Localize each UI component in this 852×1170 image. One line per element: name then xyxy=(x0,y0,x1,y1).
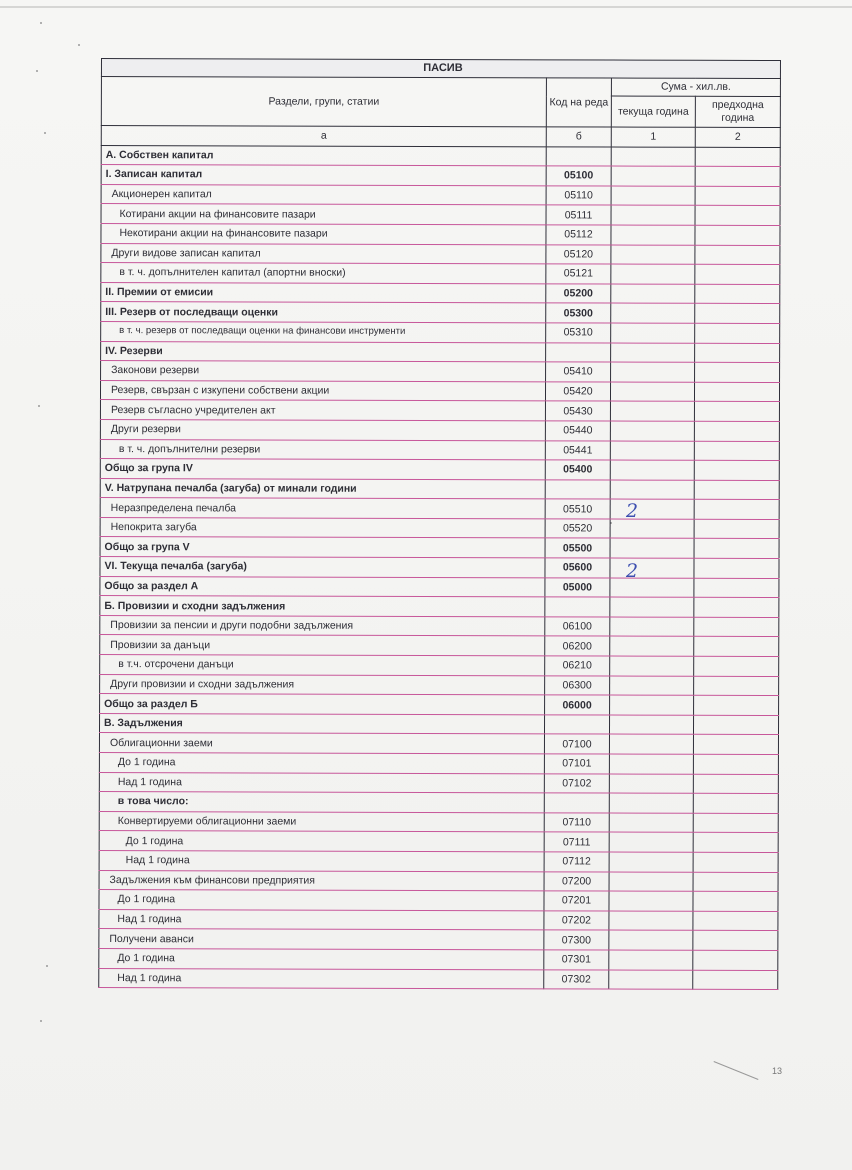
previous-year-cell xyxy=(695,323,780,343)
previous-year-cell xyxy=(694,500,779,520)
col-sum-header: Сума - хил.лв. xyxy=(611,78,780,97)
current-year-cell xyxy=(609,793,693,813)
previous-year-cell xyxy=(694,637,779,657)
row-code: 07301 xyxy=(544,950,609,970)
current-year-cell xyxy=(611,264,695,284)
row-code: 05112 xyxy=(546,225,611,245)
row-code: 07202 xyxy=(544,911,609,931)
table-row xyxy=(100,557,779,579)
previous-year-cell xyxy=(693,970,778,990)
table-row xyxy=(101,223,780,245)
row-label: Законови резерви xyxy=(101,361,546,382)
current-year-cell xyxy=(611,323,695,343)
previous-year-cell xyxy=(693,931,778,951)
table-row xyxy=(100,498,779,520)
table-row xyxy=(100,459,779,481)
row-code xyxy=(545,480,610,500)
row-label: Общо за група V xyxy=(100,537,545,558)
previous-year-cell xyxy=(693,793,778,813)
row-label: До 1 година xyxy=(99,752,544,773)
row-code xyxy=(544,715,609,735)
previous-year-cell xyxy=(693,852,778,872)
table-row xyxy=(101,321,780,343)
current-year-cell xyxy=(610,382,694,402)
previous-year-cell xyxy=(693,872,778,892)
previous-year-cell xyxy=(693,715,778,735)
table-row xyxy=(101,361,780,383)
row-code: 06300 xyxy=(545,675,610,695)
row-code: 07100 xyxy=(544,734,609,754)
row-code: 05110 xyxy=(546,186,611,206)
table-row xyxy=(99,811,778,833)
index-row xyxy=(101,126,780,148)
current-year-cell xyxy=(610,460,694,480)
previous-year-cell xyxy=(694,598,779,618)
current-year-cell xyxy=(610,695,694,715)
current-year-cell xyxy=(611,284,695,304)
row-code xyxy=(546,146,611,166)
row-label: В. Задължения xyxy=(99,713,544,734)
row-code: 05000 xyxy=(545,577,610,597)
row-label: II. Премии от емисии xyxy=(101,282,546,303)
previous-year-cell xyxy=(695,284,780,304)
row-label: Б. Провизии и сходни задължения xyxy=(100,596,545,617)
table-row xyxy=(100,517,779,539)
col-code-header: Код на реда xyxy=(546,78,611,127)
row-label: VI. Текуща печалба (загуба) xyxy=(100,557,545,578)
current-year-cell xyxy=(610,578,694,598)
row-code: 07302 xyxy=(544,969,609,989)
row-label: А. Собствен капитал xyxy=(101,145,546,166)
table-row xyxy=(99,850,778,872)
row-label: Конвертируеми облигационни заеми xyxy=(99,811,544,832)
table-row xyxy=(99,890,778,912)
row-label: Над 1 година xyxy=(99,850,544,871)
row-code: 05510 xyxy=(545,499,610,519)
row-label: Над 1 година xyxy=(99,909,544,930)
previous-year-cell xyxy=(695,186,780,206)
row-code: 06210 xyxy=(545,656,610,676)
previous-year-cell xyxy=(694,617,779,637)
table-row xyxy=(100,439,779,461)
current-year-cell xyxy=(610,421,694,441)
previous-year-cell xyxy=(693,950,778,970)
previous-year-cell xyxy=(693,891,778,911)
handwritten-undistributed-profit: 2 xyxy=(626,500,639,522)
table-row xyxy=(99,870,778,892)
row-code: 07200 xyxy=(544,871,609,891)
current-year-cell xyxy=(611,362,695,382)
current-year-cell xyxy=(610,597,694,617)
row-label: Общо за група IV xyxy=(100,459,545,480)
row-label: Котирани акции на финансовите пазари xyxy=(101,204,546,225)
current-year-cell xyxy=(609,891,693,911)
row-code: 07112 xyxy=(544,852,609,872)
current-year-cell xyxy=(611,303,695,323)
table-row xyxy=(101,204,780,226)
previous-year-cell xyxy=(694,519,779,539)
current-year-cell xyxy=(611,343,695,363)
table-row xyxy=(101,263,780,285)
row-label: Непокрита загуба xyxy=(100,517,545,538)
row-code: 05430 xyxy=(545,401,610,421)
row-code: 05121 xyxy=(546,264,611,284)
table-row xyxy=(100,478,779,500)
table-row xyxy=(100,596,779,618)
row-code: 07201 xyxy=(544,891,609,911)
current-year-cell xyxy=(609,813,693,833)
row-code xyxy=(546,342,611,362)
row-label: IV. Резерви xyxy=(101,341,546,362)
current-year-cell xyxy=(609,930,693,950)
row-label: Други резерви xyxy=(100,419,545,440)
previous-year-cell xyxy=(695,362,780,382)
row-code: 07111 xyxy=(544,832,609,852)
table-row xyxy=(100,380,779,402)
previous-year-cell xyxy=(693,813,778,833)
previous-year-cell xyxy=(693,833,778,853)
table-row xyxy=(100,635,779,657)
current-year-cell xyxy=(609,715,693,735)
previous-year-cell xyxy=(694,441,779,461)
row-code: 05100 xyxy=(546,166,611,186)
previous-year-cell xyxy=(694,695,779,715)
row-label: Резерв, свързан с изкупени собствени акции xyxy=(100,380,545,401)
table-row xyxy=(101,165,780,187)
current-year-cell xyxy=(610,480,694,500)
scan-edge-line xyxy=(0,6,852,8)
index-2: 2 xyxy=(695,127,780,147)
previous-year-cell xyxy=(695,304,780,324)
row-label: Общо за раздел А xyxy=(100,576,545,597)
row-label: Облигационни заеми xyxy=(99,733,544,754)
row-label: Над 1 година xyxy=(99,772,544,793)
previous-year-cell xyxy=(694,402,779,422)
table-row xyxy=(100,419,779,441)
row-code: 06000 xyxy=(545,695,610,715)
previous-year-cell xyxy=(694,480,779,500)
current-year-cell xyxy=(610,538,694,558)
col-current-header: текуща година xyxy=(611,96,695,127)
row-code: 06200 xyxy=(545,636,610,656)
table-row xyxy=(100,655,779,677)
row-label: Общо за раздел Б xyxy=(100,694,545,715)
table-row xyxy=(99,948,778,970)
row-code: 05441 xyxy=(545,440,610,460)
current-year-cell xyxy=(610,519,694,539)
table-row xyxy=(99,929,778,951)
row-code: 05600 xyxy=(545,558,610,578)
table-row xyxy=(99,909,778,931)
previous-year-cell xyxy=(695,166,780,186)
row-code: 05400 xyxy=(545,460,610,480)
row-code: 05500 xyxy=(545,538,610,558)
current-year-cell xyxy=(609,852,693,872)
current-year-cell xyxy=(610,617,694,637)
previous-year-cell xyxy=(694,460,779,480)
table-row xyxy=(101,243,780,265)
row-code: 05200 xyxy=(546,284,611,304)
table-row xyxy=(99,831,778,853)
previous-year-cell xyxy=(695,206,780,226)
previous-year-cell xyxy=(693,735,778,755)
row-label: Резерв съгласно учредителен акт xyxy=(100,400,545,421)
row-label: Некотирани акции на финансовите пазари xyxy=(101,223,546,244)
current-year-cell xyxy=(609,950,693,970)
current-year-cell xyxy=(610,499,694,519)
previous-year-cell xyxy=(694,656,779,676)
row-code: 07110 xyxy=(544,813,609,833)
current-year-cell xyxy=(609,872,693,892)
previous-year-cell xyxy=(693,911,778,931)
table-row xyxy=(99,713,778,735)
table-row xyxy=(100,537,779,559)
row-code: 07102 xyxy=(544,773,609,793)
row-label: III. Резерв от последващи оценки xyxy=(101,302,546,323)
table-row xyxy=(100,615,779,637)
row-label: I. Записан капитал xyxy=(101,165,546,186)
row-code: 07300 xyxy=(544,930,609,950)
col-previous-header: предходна година xyxy=(695,96,780,127)
previous-year-cell xyxy=(695,245,780,265)
row-code: 07101 xyxy=(544,754,609,774)
table-row xyxy=(99,792,778,814)
previous-year-cell xyxy=(694,382,779,402)
row-label: Други провизии и сходни задължения xyxy=(100,674,545,695)
current-year-cell xyxy=(611,205,695,225)
row-code: 05310 xyxy=(546,323,611,343)
table-row xyxy=(99,772,778,794)
current-year-cell xyxy=(610,558,694,578)
row-label: Неразпределена печалба xyxy=(100,498,545,519)
liabilities-table xyxy=(98,58,781,990)
previous-year-cell xyxy=(693,754,778,774)
previous-year-cell xyxy=(695,225,780,245)
current-year-cell xyxy=(610,656,694,676)
index-a: а xyxy=(101,126,546,147)
current-year-cell xyxy=(609,911,693,931)
previous-year-cell xyxy=(694,676,779,696)
page-number: 13 xyxy=(772,1066,783,1076)
row-label: Получени аванси xyxy=(99,929,544,950)
table-title-row xyxy=(101,59,780,79)
header-row xyxy=(101,77,780,97)
row-code: 05520 xyxy=(545,519,610,539)
previous-year-cell xyxy=(695,264,780,284)
row-label: в т. ч. резерв от последващи оценки на финансови инструменти xyxy=(101,321,546,342)
row-label: в т. ч. допълнителни резерви xyxy=(100,439,545,460)
table-row xyxy=(101,302,780,324)
row-code: 05410 xyxy=(546,362,611,382)
current-year-cell xyxy=(611,245,695,265)
current-year-cell xyxy=(610,676,694,696)
table-row xyxy=(100,576,779,598)
row-label: До 1 година xyxy=(99,890,544,911)
table-row xyxy=(99,752,778,774)
row-label: Провизии за данъци xyxy=(100,635,545,656)
row-code: 05120 xyxy=(546,244,611,264)
row-label: До 1 година xyxy=(99,948,544,969)
table-row xyxy=(101,145,780,167)
current-year-cell xyxy=(609,970,693,990)
table-row xyxy=(101,341,780,363)
handwritten-current-profit: 2 xyxy=(626,560,639,582)
previous-year-cell xyxy=(694,558,779,578)
col-sections-header: Раздели, групи, статии xyxy=(101,77,546,127)
table-row xyxy=(101,184,780,206)
row-label: в т. ч. допълнителен капитал (апортни вноски) xyxy=(101,263,546,284)
previous-year-cell xyxy=(695,147,780,167)
table-row xyxy=(100,400,779,422)
row-code: 05111 xyxy=(546,205,611,225)
current-year-cell xyxy=(611,166,695,186)
current-year-cell xyxy=(609,734,693,754)
row-code: 05300 xyxy=(546,303,611,323)
current-year-cell xyxy=(609,774,693,794)
pencil-mark xyxy=(714,1061,759,1080)
row-code xyxy=(545,597,610,617)
row-label: V. Натрупана печалба (загуба) от минали години xyxy=(100,478,545,499)
current-year-cell xyxy=(611,186,695,206)
row-label: Задължения към финансови предприятия xyxy=(99,870,544,891)
row-label: До 1 година xyxy=(99,831,544,852)
current-year-cell xyxy=(611,147,695,167)
row-label: в това число: xyxy=(99,792,544,813)
row-label: Провизии за пенсии и други подобни задължения xyxy=(100,615,545,636)
previous-year-cell xyxy=(694,421,779,441)
index-b: б xyxy=(546,127,611,147)
previous-year-cell xyxy=(693,774,778,794)
table-row xyxy=(99,733,778,755)
row-code: 06100 xyxy=(545,617,610,637)
index-1: 1 xyxy=(611,127,695,147)
previous-year-cell xyxy=(695,343,780,363)
row-label: Акционерен капитал xyxy=(101,184,546,205)
previous-year-cell xyxy=(694,539,779,559)
row-label: Други видове записан капитал xyxy=(101,243,546,264)
row-code: 05440 xyxy=(545,421,610,441)
table-row xyxy=(100,694,779,716)
current-year-cell xyxy=(611,225,695,245)
row-code xyxy=(544,793,609,813)
table-row xyxy=(99,968,778,990)
table-row xyxy=(100,674,779,696)
table-title: ПАСИВ xyxy=(101,59,780,79)
row-label: в т.ч. отсрочени данъци xyxy=(100,655,545,676)
row-label: Над 1 година xyxy=(99,968,544,989)
current-year-cell xyxy=(609,832,693,852)
row-code: 05420 xyxy=(545,382,610,402)
current-year-cell xyxy=(610,401,694,421)
table-row xyxy=(101,282,780,304)
current-year-cell xyxy=(609,754,693,774)
current-year-cell xyxy=(610,441,694,461)
previous-year-cell xyxy=(694,578,779,598)
current-year-cell xyxy=(610,636,694,656)
